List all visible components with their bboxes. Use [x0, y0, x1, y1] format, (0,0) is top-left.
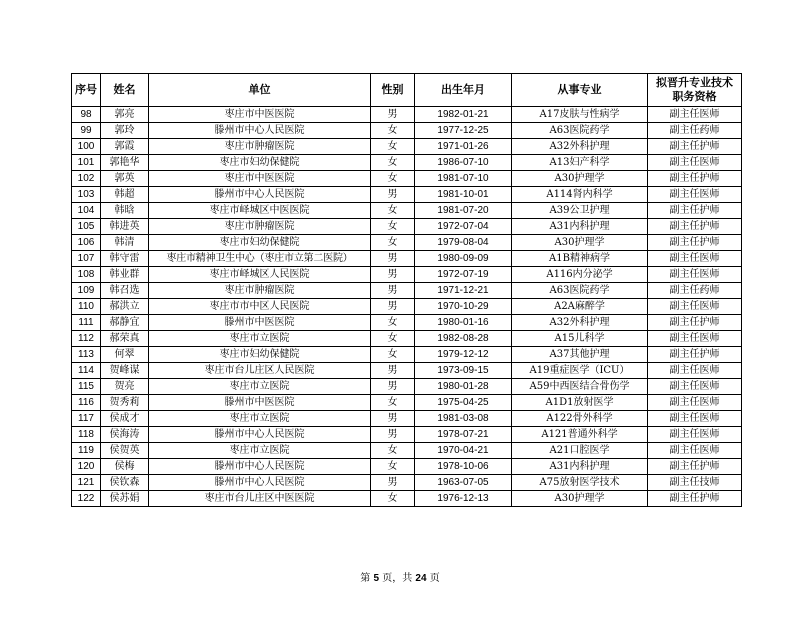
cell-seq: 122	[72, 491, 101, 507]
table-row	[72, 139, 742, 155]
cell-birth: 1982-08-28	[415, 331, 512, 347]
cell-qualification: 副主任医师	[648, 187, 742, 203]
cell-major: A59中西医结合骨伤学	[512, 379, 648, 395]
cell-seq: 99	[72, 123, 101, 139]
cell-unit: 枣庄市市中区人民医院	[149, 299, 371, 315]
cell-qualification: 副主任护师	[648, 491, 742, 507]
cell-seq: 120	[72, 459, 101, 475]
cell-gender: 女	[371, 139, 415, 155]
cell-qualification: 副主任药师	[648, 123, 742, 139]
cell-name: 侯海涛	[101, 427, 149, 443]
cell-seq: 106	[72, 235, 101, 251]
cell-unit: 滕州市中心人民医院	[149, 123, 371, 139]
cell-birth: 1980-09-09	[415, 251, 512, 267]
cell-qualification: 副主任护师	[648, 203, 742, 219]
cell-seq: 117	[72, 411, 101, 427]
cell-name: 郝静宜	[101, 315, 149, 331]
cell-name: 何翠	[101, 347, 149, 363]
cell-major: A39公卫护理	[512, 203, 648, 219]
header-qualification: 拟晋升专业技术职务资格	[648, 74, 742, 107]
cell-major: A19重症医学（ICU）	[512, 363, 648, 379]
cell-major: A2A麻醉学	[512, 299, 648, 315]
cell-unit: 枣庄市妇幼保健院	[149, 347, 371, 363]
cell-unit: 枣庄市立医院	[149, 443, 371, 459]
cell-gender: 女	[371, 459, 415, 475]
cell-major: A1B精神病学	[512, 251, 648, 267]
cell-major: A31内科护理	[512, 459, 648, 475]
cell-birth: 1979-08-04	[415, 235, 512, 251]
cell-gender: 男	[371, 379, 415, 395]
cell-major: A31内科护理	[512, 219, 648, 235]
cell-name: 侯成才	[101, 411, 149, 427]
cell-name: 韩守雷	[101, 251, 149, 267]
table-row	[72, 171, 742, 187]
cell-qualification: 副主任医师	[648, 155, 742, 171]
table-row	[72, 411, 742, 427]
cell-birth: 1981-07-10	[415, 171, 512, 187]
cell-gender: 女	[371, 331, 415, 347]
cell-major: A75放射医学技术	[512, 475, 648, 491]
cell-birth: 1978-10-06	[415, 459, 512, 475]
cell-qualification: 副主任医师	[648, 411, 742, 427]
cell-birth: 1978-07-21	[415, 427, 512, 443]
cell-name: 侯苏娟	[101, 491, 149, 507]
cell-name: 韩业群	[101, 267, 149, 283]
table-row	[72, 395, 742, 411]
cell-unit: 枣庄市妇幼保健院	[149, 235, 371, 251]
footer-suffix: 页	[429, 573, 440, 584]
cell-seq: 98	[72, 107, 101, 123]
cell-qualification: 副主任护师	[648, 459, 742, 475]
cell-gender: 女	[371, 315, 415, 331]
table-row	[72, 283, 742, 299]
cell-major: A30护理学	[512, 491, 648, 507]
cell-unit: 滕州市中心人民医院	[149, 459, 371, 475]
cell-major: A30护理学	[512, 235, 648, 251]
table-row	[72, 219, 742, 235]
cell-gender: 男	[371, 427, 415, 443]
cell-unit: 枣庄市中医医院	[149, 107, 371, 123]
footer-prefix: 第	[360, 573, 371, 584]
cell-major: A21口腔医学	[512, 443, 648, 459]
cell-birth: 1980-01-28	[415, 379, 512, 395]
cell-qualification: 副主任医师	[648, 427, 742, 443]
cell-qualification: 副主任医师	[648, 379, 742, 395]
cell-name: 郭亮	[101, 107, 149, 123]
cell-gender: 男	[371, 107, 415, 123]
table-row	[72, 315, 742, 331]
cell-unit: 滕州市中心人民医院	[149, 187, 371, 203]
cell-name: 韩超	[101, 187, 149, 203]
cell-gender: 男	[371, 363, 415, 379]
cell-seq: 107	[72, 251, 101, 267]
cell-major: A13妇产科学	[512, 155, 648, 171]
roster-table	[71, 73, 742, 507]
cell-seq: 121	[72, 475, 101, 491]
table-row	[72, 427, 742, 443]
cell-seq: 104	[72, 203, 101, 219]
footer-total-pages: 24	[415, 573, 427, 584]
cell-name: 侯贺英	[101, 443, 149, 459]
table-row	[72, 363, 742, 379]
header-gender: 性别	[371, 74, 415, 107]
cell-unit: 枣庄市立医院	[149, 411, 371, 427]
cell-seq: 109	[72, 283, 101, 299]
cell-birth: 1976-12-13	[415, 491, 512, 507]
cell-gender: 女	[371, 395, 415, 411]
table-row	[72, 331, 742, 347]
cell-name: 韩召选	[101, 283, 149, 299]
cell-qualification: 副主任医师	[648, 395, 742, 411]
cell-unit: 枣庄市台儿庄区中医医院	[149, 491, 371, 507]
footer-middle: 页，共	[382, 573, 413, 584]
cell-seq: 102	[72, 171, 101, 187]
cell-name: 侯钦森	[101, 475, 149, 491]
cell-seq: 112	[72, 331, 101, 347]
cell-qualification: 副主任医师	[648, 107, 742, 123]
cell-major: A37其他护理	[512, 347, 648, 363]
cell-qualification: 副主任护师	[648, 139, 742, 155]
cell-unit: 枣庄市立医院	[149, 379, 371, 395]
table-row	[72, 379, 742, 395]
cell-qualification: 副主任医师	[648, 363, 742, 379]
cell-birth: 1982-01-21	[415, 107, 512, 123]
cell-seq: 118	[72, 427, 101, 443]
table-row	[72, 267, 742, 283]
cell-qualification: 副主任护师	[648, 315, 742, 331]
cell-major: A63医院药学	[512, 123, 648, 139]
cell-birth: 1986-07-10	[415, 155, 512, 171]
cell-seq: 101	[72, 155, 101, 171]
cell-major: A30护理学	[512, 171, 648, 187]
cell-name: 侯梅	[101, 459, 149, 475]
header-seq: 序号	[72, 74, 101, 107]
cell-major: A116内分泌学	[512, 267, 648, 283]
cell-unit: 枣庄市精神卫生中心（枣庄市立第二医院）	[149, 251, 371, 267]
cell-name: 郝洪立	[101, 299, 149, 315]
cell-unit: 滕州市中医医院	[149, 395, 371, 411]
cell-qualification: 副主任护师	[648, 219, 742, 235]
cell-birth: 1981-07-20	[415, 203, 512, 219]
cell-seq: 100	[72, 139, 101, 155]
cell-seq: 105	[72, 219, 101, 235]
table-row	[72, 187, 742, 203]
cell-major: A63医院药学	[512, 283, 648, 299]
cell-gender: 男	[371, 187, 415, 203]
cell-birth: 1973-09-15	[415, 363, 512, 379]
cell-name: 韩清	[101, 235, 149, 251]
table-row	[72, 299, 742, 315]
cell-major: A122骨外科学	[512, 411, 648, 427]
header-unit: 单位	[149, 74, 371, 107]
cell-name: 韩晗	[101, 203, 149, 219]
cell-unit: 滕州市中心人民医院	[149, 427, 371, 443]
cell-name: 郭霞	[101, 139, 149, 155]
cell-gender: 女	[371, 491, 415, 507]
cell-gender: 女	[371, 443, 415, 459]
cell-seq: 110	[72, 299, 101, 315]
header-birth: 出生年月	[415, 74, 512, 107]
cell-birth: 1970-10-29	[415, 299, 512, 315]
table-row	[72, 475, 742, 491]
table-row	[72, 443, 742, 459]
cell-seq: 115	[72, 379, 101, 395]
cell-unit: 枣庄市肿瘤医院	[149, 139, 371, 155]
table-row	[72, 203, 742, 219]
cell-name: 韩进英	[101, 219, 149, 235]
table-header-row	[72, 74, 742, 107]
cell-gender: 男	[371, 283, 415, 299]
table-row	[72, 235, 742, 251]
cell-gender: 女	[371, 203, 415, 219]
cell-seq: 119	[72, 443, 101, 459]
cell-unit: 滕州市中医医院	[149, 315, 371, 331]
cell-name: 贺秀莉	[101, 395, 149, 411]
cell-birth: 1972-07-04	[415, 219, 512, 235]
cell-birth: 1970-04-21	[415, 443, 512, 459]
cell-qualification: 副主任护师	[648, 235, 742, 251]
cell-gender: 女	[371, 235, 415, 251]
cell-seq: 114	[72, 363, 101, 379]
cell-name: 郭英	[101, 171, 149, 187]
cell-birth: 1963-07-05	[415, 475, 512, 491]
cell-name: 贺峰谋	[101, 363, 149, 379]
cell-unit: 枣庄市妇幼保健院	[149, 155, 371, 171]
cell-seq: 113	[72, 347, 101, 363]
cell-gender: 女	[371, 171, 415, 187]
header-major: 从事专业	[512, 74, 648, 107]
cell-birth: 1981-03-08	[415, 411, 512, 427]
table-row	[72, 251, 742, 267]
cell-gender: 男	[371, 267, 415, 283]
cell-birth: 1972-07-19	[415, 267, 512, 283]
cell-unit: 枣庄市中医医院	[149, 171, 371, 187]
cell-birth: 1971-01-26	[415, 139, 512, 155]
cell-unit: 枣庄市立医院	[149, 331, 371, 347]
table-row	[72, 459, 742, 475]
cell-gender: 女	[371, 155, 415, 171]
cell-seq: 103	[72, 187, 101, 203]
cell-major: A121普通外科学	[512, 427, 648, 443]
cell-qualification: 副主任护师	[648, 171, 742, 187]
cell-birth: 1980-01-16	[415, 315, 512, 331]
cell-birth: 1977-12-25	[415, 123, 512, 139]
header-name: 姓名	[101, 74, 149, 107]
cell-name: 贺亮	[101, 379, 149, 395]
cell-gender: 男	[371, 411, 415, 427]
cell-gender: 男	[371, 475, 415, 491]
cell-qualification: 副主任技师	[648, 475, 742, 491]
cell-major: A17皮肤与性病学	[512, 107, 648, 123]
cell-qualification: 副主任医师	[648, 267, 742, 283]
cell-seq: 116	[72, 395, 101, 411]
cell-seq: 111	[72, 315, 101, 331]
table-row	[72, 491, 742, 507]
footer-current-page: 5	[373, 573, 380, 584]
cell-gender: 男	[371, 251, 415, 267]
cell-qualification: 副主任药师	[648, 283, 742, 299]
table-row	[72, 155, 742, 171]
cell-birth: 1979-12-12	[415, 347, 512, 363]
cell-name: 郭艳华	[101, 155, 149, 171]
cell-unit: 枣庄市峄城区中医医院	[149, 203, 371, 219]
cell-birth: 1981-10-01	[415, 187, 512, 203]
cell-major: A32外科护理	[512, 139, 648, 155]
page-footer	[0, 569, 800, 584]
table-row	[72, 347, 742, 363]
table-row	[72, 107, 742, 123]
cell-unit: 枣庄市肿瘤医院	[149, 283, 371, 299]
cell-unit: 枣庄市台儿庄区人民医院	[149, 363, 371, 379]
cell-qualification: 副主任医师	[648, 251, 742, 267]
cell-unit: 枣庄市肿瘤医院	[149, 219, 371, 235]
cell-qualification: 副主任医师	[648, 299, 742, 315]
cell-qualification: 副主任医师	[648, 443, 742, 459]
cell-qualification: 副主任护师	[648, 347, 742, 363]
cell-birth: 1975-04-25	[415, 395, 512, 411]
cell-gender: 男	[371, 299, 415, 315]
table-row	[72, 123, 742, 139]
cell-name: 郝荣真	[101, 331, 149, 347]
cell-gender: 女	[371, 123, 415, 139]
cell-birth: 1971-12-21	[415, 283, 512, 299]
cell-major: A15儿科学	[512, 331, 648, 347]
cell-unit: 枣庄市峄城区人民医院	[149, 267, 371, 283]
cell-major: A114肾内科学	[512, 187, 648, 203]
cell-major: A1D1放射医学	[512, 395, 648, 411]
cell-seq: 108	[72, 267, 101, 283]
table-body	[72, 107, 742, 507]
cell-unit: 滕州市中心人民医院	[149, 475, 371, 491]
cell-major: A32外科护理	[512, 315, 648, 331]
cell-gender: 女	[371, 347, 415, 363]
cell-gender: 女	[371, 219, 415, 235]
cell-qualification: 副主任医师	[648, 331, 742, 347]
cell-name: 郭玲	[101, 123, 149, 139]
